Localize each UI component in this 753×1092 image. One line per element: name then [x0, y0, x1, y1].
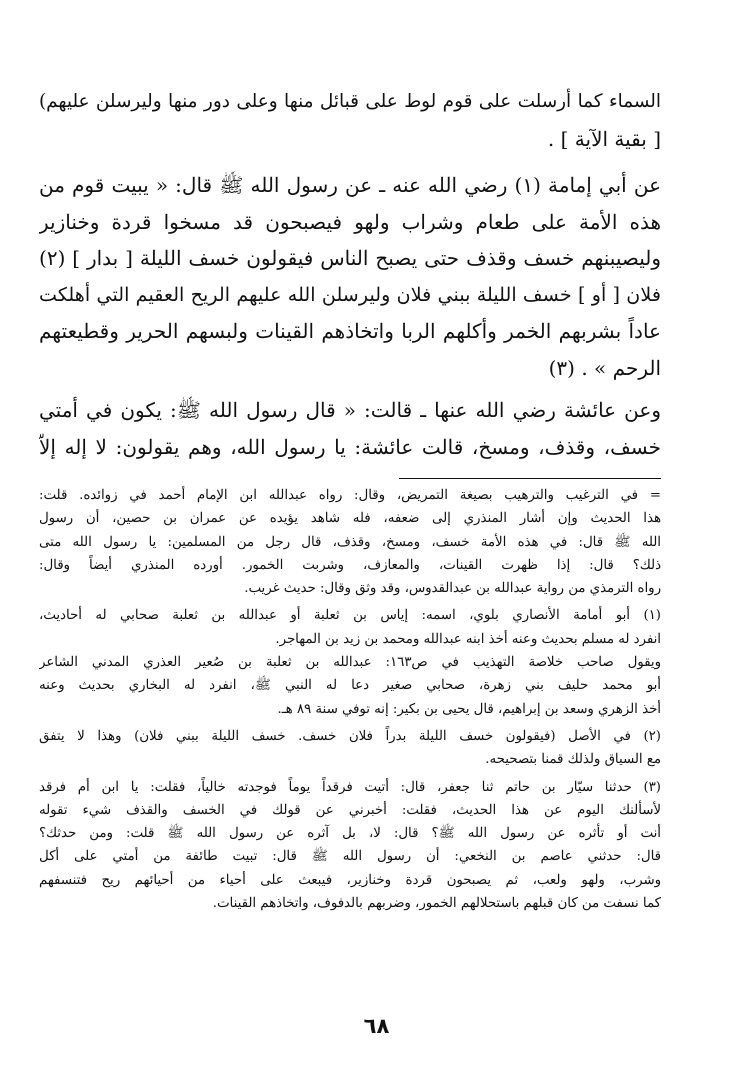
main-line: عاداً بشربهم الخمر وأكلهم الربا واتخاذهم القينات ولبسهم الحرير وقطيعتهم [39, 319, 661, 343]
footnote-line: = في الترغيب والترهيب بصيغة التمريض، وقال: رواه عبدالله ابن الإمام أحمد في زوائده. قلت: [39, 488, 661, 503]
footnote-line: قال: حدثني عاصم بن النخعي: أن رسول الله ﷺ قال: تبيت طائفة من أمتي على أكل [39, 849, 661, 865]
main-text [39, 84, 661, 465]
main-line: [ بقية الآية ] . [547, 126, 661, 151]
footnote-line: (٣) حدثنا سيّار بن حاتم ثنا جعفر، قال: أتيت فرقداً يوماً فوجدته خالياً، فقلت: يا ابن أم فرقد [39, 779, 661, 795]
footnote-line: لأسألنك اليوم عن هذا الحديث، فقلت: أخبرني عن قولك في الخسف والقذف شيء تقوله [39, 802, 661, 818]
footnote-line: (٢) في الأصل (فيقولون خسف الليلة بدراً فلان خسف. خسف الليلة ببني فلان) وهذا لا يتفق [39, 728, 661, 744]
footnote-line: ويقول صاحب خلاصة التهذيب في ص١٦٣: عبدالله بن ثعلبة بن صُعير العذري المدني الشاعر [39, 655, 661, 671]
footnote-1 [39, 604, 661, 720]
main-line: السماء كما أرسلت على قوم لوط على قبائل منها وعلى دور منها وليرسلن عليهم) [39, 91, 661, 112]
footnote-line: هذا الحديث وإن أشار المنذري إلى ضعفه، فله شاهد يؤيده عن عمران بن حصين، أن رسول [39, 511, 661, 527]
footnote-line: الله ﷺ قال: في هذه الأمة خسف، ومسخ، وقذف، قال رجل من المسلمين: يا رسول الله متى [39, 534, 661, 550]
footnote-continuation [39, 484, 661, 600]
main-line: فلان [ أو ] خسف الليلة ببني فلان وليرسلن الله عليهم الريح العقيم التي أهلكت [39, 282, 661, 306]
footnote-line: أنت أو تأثره عن رسول الله ﷺ؟ قال: لا، بل آثره عن رسول الله ﷺ قلت: ومن حدثك؟ [39, 826, 661, 842]
main-line: وعن عائشة رضي الله عنها ـ قالت: « قال رسول الله ﷺ: يكون في أمتي [39, 398, 661, 422]
footnote-line: كما نسفت من كان قبلهم باستحلالهم الخمور، وضربهم بالدفوف، واتخاذهم القينات. [212, 896, 661, 912]
footnote-separator [399, 478, 661, 479]
footnotes [39, 484, 661, 915]
main-line: عن أبي إمامة (١) رضي الله عنه ـ عن رسول الله ﷺ قال: « يبيت قوم من [39, 173, 661, 197]
footnote-line: انفرد له مسلم بحديث وعنه أخذ ابنه عبدالله ومحمد بن زيد بن المهاجر. [275, 631, 661, 647]
main-line: الرحم » . (٣) [548, 355, 661, 380]
footnote-line: أبو محمد حليف بني زهرة، صحابي صغير دعا له النبي ﷺ، انفرد له البخاري بحديث وعنه [39, 678, 661, 694]
main-line: هذه الأمة على طعام وشراب ولهو فيصبحون قد مسخوا قردة وخنازير [39, 209, 661, 234]
footnote-line: أخذ الزهري وسعد بن إبراهيم، قال يحيى بن بكير: إنه توفي سنة ٨٩ هـ. [277, 701, 661, 717]
main-line: خسف، وقذف، ومسخ، قالت عائشة: يا رسول الله، وهم يقولون: لا إله إلاّ [39, 434, 661, 459]
footnote-line: رواه الترمذي من رواية عبدالله بن عبدالقدوس، وقد وثق وقال: حديث غريب. [244, 581, 661, 597]
page-number: ٦٨ [363, 1014, 390, 1038]
footnote-3 [39, 776, 661, 916]
main-line: وليصيبنهم خسف وقذف حتى يصبح الناس فيقولون خسف الليلة [ بدار ] (٢) [39, 246, 661, 270]
footnote-line: مع السياق ولذلك قمنا بتصحيحه. [485, 752, 661, 768]
footnote-2 [39, 725, 661, 772]
footnote-line: (١) أبو أمامة الأنصاري بلوي، اسمه: إياس بن ثعلبة أو عبدالله بن ثعلبة صحابي له أحاديث، [39, 608, 661, 624]
footnote-line: ذلك؟ قال: إذا ظهرت القينات، والمعازف، وشربت الخمور. أورده المنذري أيضاً وقال: [39, 557, 661, 573]
footnote-line: وشرب، ولهو ولعب، ثم يصبحون قردة وخنازير، فيبعث على أحياء من أحيائهم ريح فتنسفهم [39, 872, 661, 888]
